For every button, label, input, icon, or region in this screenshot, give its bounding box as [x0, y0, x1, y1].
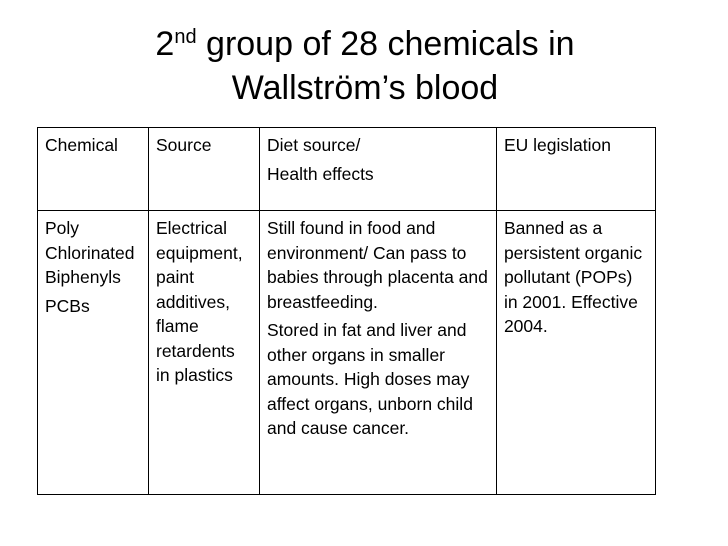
header-cell-text: Source [156, 135, 212, 155]
chemicals-table [37, 127, 656, 495]
header-cell-text: Chemical [45, 135, 118, 155]
chemical-abbreviation: PCBs [45, 295, 90, 316]
eu-legislation-text: Banned as a persistent organic pollutant (POPs) in 2001. Effective 2004. [503, 218, 643, 336]
header-cell-text: EU legislation [503, 135, 611, 155]
source-text: Electrical equipment, paint additives, flame retardents in plastics [156, 218, 243, 385]
header-chemical [38, 128, 149, 211]
table-row [38, 211, 656, 495]
header-eu-legislation [496, 128, 655, 211]
slide-title [40, 22, 690, 110]
chemical-name: Poly Chlorinated Biphenyls [45, 218, 135, 287]
header-source [149, 128, 260, 211]
title-line-1 [40, 22, 690, 66]
header-cell-text-line-2: Health effects [267, 163, 374, 184]
diet-source-text: Still found in food and environment/ Can pass to babies through placenta and breastfeeding. [267, 218, 488, 312]
cell-eu-legislation [496, 211, 655, 495]
title-line-2: Wallström’s blood [231, 69, 499, 107]
title-line-1-text: group of 28 chemicals in [196, 25, 575, 63]
cell-source [149, 211, 260, 495]
header-cell-text-line-1: Diet source/ [267, 135, 361, 155]
table-header-row [38, 128, 656, 211]
title-ordinal-suffix: nd [174, 26, 197, 48]
cell-chemical [38, 211, 149, 495]
health-effects-text: Stored in fat and liver and other organs in smaller amounts. High doses may affect organs, unborn child and cause cancer. [267, 320, 473, 438]
header-diet-source [260, 128, 497, 211]
title-ordinal-number: 2 [155, 25, 175, 63]
cell-diet-source [260, 211, 497, 495]
